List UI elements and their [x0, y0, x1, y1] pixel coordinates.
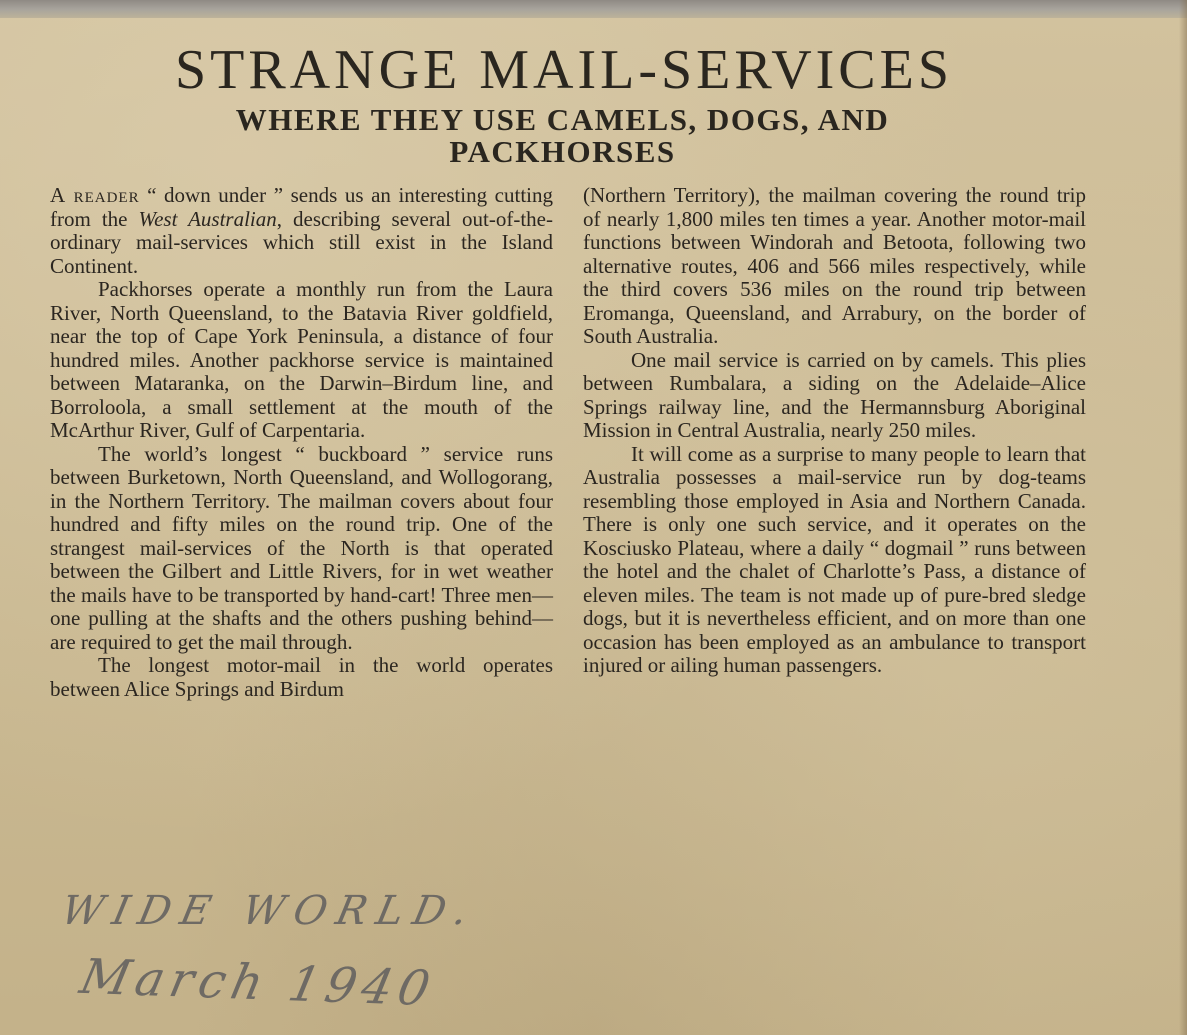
paragraph-camels: One mail service is carried on by camels. This plies between Rumbalara, a siding on the Adelaide–Alice Springs railway line, and the Hermannsburg Aboriginal Mission in Central Australia, nearly 250 miles.	[583, 347, 1086, 442]
handwritten-date-note: March 1940	[75, 948, 441, 1018]
paragraph-intro	[50, 184, 553, 278]
article-subtitle: WHERE THEY USE CAMELS, DOGS, AND PACKHORSES	[235, 102, 890, 169]
paragraph-dog-teams: It will come as a surprise to many people to learn that Australia possesses a mail-service run by dog-teams resembling those employed in Asia and Northern Canada. There is only one such service, and it operates on the Kosciusko Plateau, where a daily “ dogmail ” runs between the hotel and the chalet of Charlotte’s Pass, a distance of eleven miles. The team is not made up of pure-bred sledge dogs, but it is nevertheless efficient, and on more than one occasion has been employed as an ambulance to transport injured or ailing human passengers.	[583, 441, 1086, 677]
handwritten-source-note: WIDE WORLD.	[57, 888, 482, 934]
right-column	[583, 184, 1086, 678]
paragraph-motor-mail: The longest motor-mail in the world operates between Alice Springs and Birdum	[50, 653, 553, 701]
paragraph-motor-mail-cont: (Northern Territory), the mailman covering the round trip of nearly 1,800 miles ten times a year. Another motor-mail functions between Windorah and Betoota, following two alternative routes, 406 and 566 miles respectively, while the third covers 536 miles on the round trip between Eromanga, Queensland, and Arrabury, on the border of South Australia.	[583, 183, 1086, 348]
top-edge-strip	[0, 0, 1187, 18]
paragraph-packhorses: Packhorses operate a monthly run from the Laura River, North Queensland, to the Batavia River goldfield, near the top of Cape York Peninsula, a distance of four hundred miles. Another packhorse service is maintained between Mataranka, on the Darwin–Birdum line, and Borroloola, a small settlement at the mouth of the McArthur River, Gulf of Carpentaria.	[50, 277, 553, 442]
paragraph-buckboard: The world’s longest “ buckboard ” service runs between Burketown, North Queensland, and Wollogorang, in the Northern Territory. The mailman covers about four hundred and fifty miles on the round trip. One of the strangest mail-services of the North is that operated between the Gilbert and Little Rivers, for in wet weather the mails have to be transported by hand-cart! Three men—one pulling at the shafts and the others pushing behind—are required to get the mail through.	[50, 441, 553, 654]
article-title: STRANGE MAIL-SERVICES	[175, 39, 953, 101]
lead-in: A reader	[50, 183, 140, 207]
right-edge-shadow	[1179, 0, 1187, 1035]
source-publication: West Australian	[138, 206, 277, 231]
intro-text-b: , describing several out-of-the-ordinary mail-services which still exist in the Island Continent.	[50, 206, 553, 278]
left-column	[50, 184, 553, 701]
intro-text-a: “ down under ” sends us an interesting cutting from the	[50, 183, 554, 231]
